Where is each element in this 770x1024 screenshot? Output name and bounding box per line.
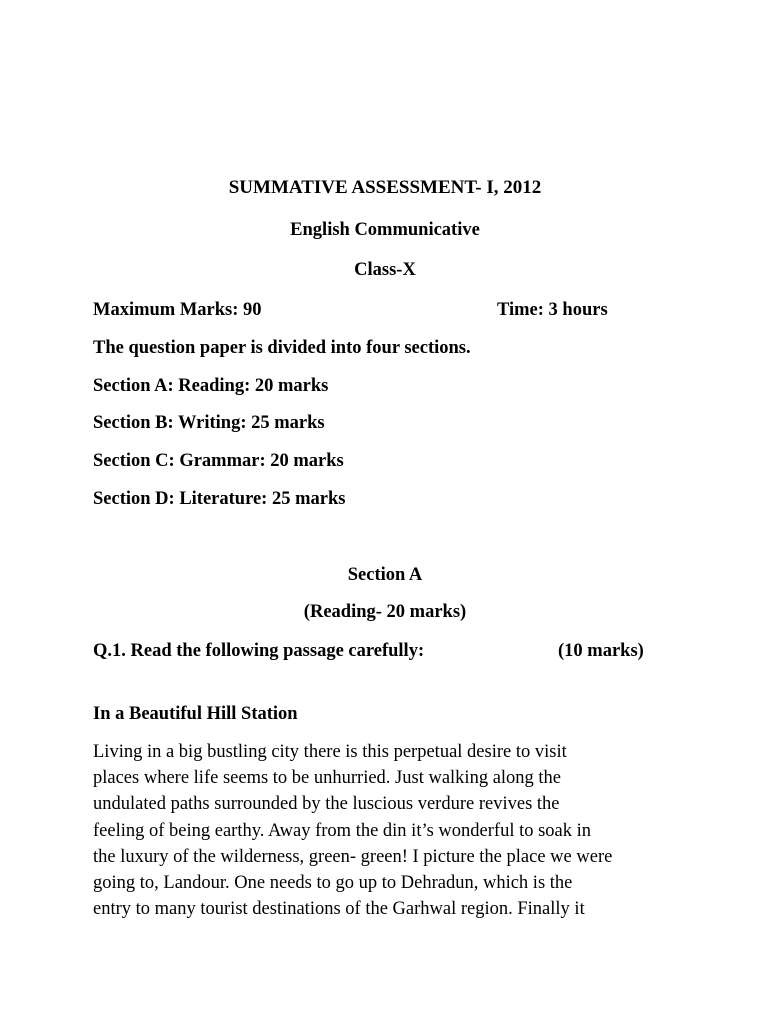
passage-line: undulated paths surrounded by the luscious verdure revives the bbox=[93, 794, 560, 815]
passage-line: going to, Landour. One needs to go up to Dehradun, which is the bbox=[93, 873, 573, 894]
question-1-marks: (10 marks) bbox=[558, 641, 644, 661]
passage-line: Living in a big bustling city there is this perpetual desire to visit bbox=[93, 742, 567, 762]
passage-line: places where life seems to be unhurried. Just walking along the bbox=[93, 768, 562, 789]
time-allowed: Time: 3 hours bbox=[497, 300, 608, 320]
passage-line: entry to many tourist destinations of the Garhwal region. Finally it bbox=[93, 899, 585, 920]
section-b-marks: Section B: Writing: 25 marks bbox=[93, 413, 325, 433]
section-a-subheading: (Reading- 20 marks) bbox=[303, 602, 467, 622]
passage-line: feeling of being earthy. Away from the din it’s wonderful to soak in bbox=[93, 820, 592, 841]
class-label: Class-X bbox=[354, 260, 416, 280]
subject-title: English Communicative bbox=[290, 220, 480, 240]
passage-body bbox=[93, 739, 683, 922]
passage-line: the luxury of the wilderness, green- green! I picture the place we were bbox=[93, 846, 613, 867]
section-a-marks: Section A: Reading: 20 marks bbox=[93, 376, 329, 396]
maximum-marks: Maximum Marks: 90 bbox=[93, 300, 262, 320]
passage-title: In a Beautiful Hill Station bbox=[93, 704, 298, 724]
question-1-prompt: Q.1. Read the following passage carefully: bbox=[93, 641, 425, 661]
section-c-marks: Section C: Grammar: 20 marks bbox=[93, 451, 344, 471]
instructions-intro: The question paper is divided into four sections. bbox=[93, 338, 471, 358]
section-d-marks: Section D: Literature: 25 marks bbox=[93, 489, 346, 509]
section-a-heading: Section A bbox=[347, 565, 423, 585]
exam-title: SUMMATIVE ASSESSMENT- I, 2012 bbox=[228, 177, 542, 198]
